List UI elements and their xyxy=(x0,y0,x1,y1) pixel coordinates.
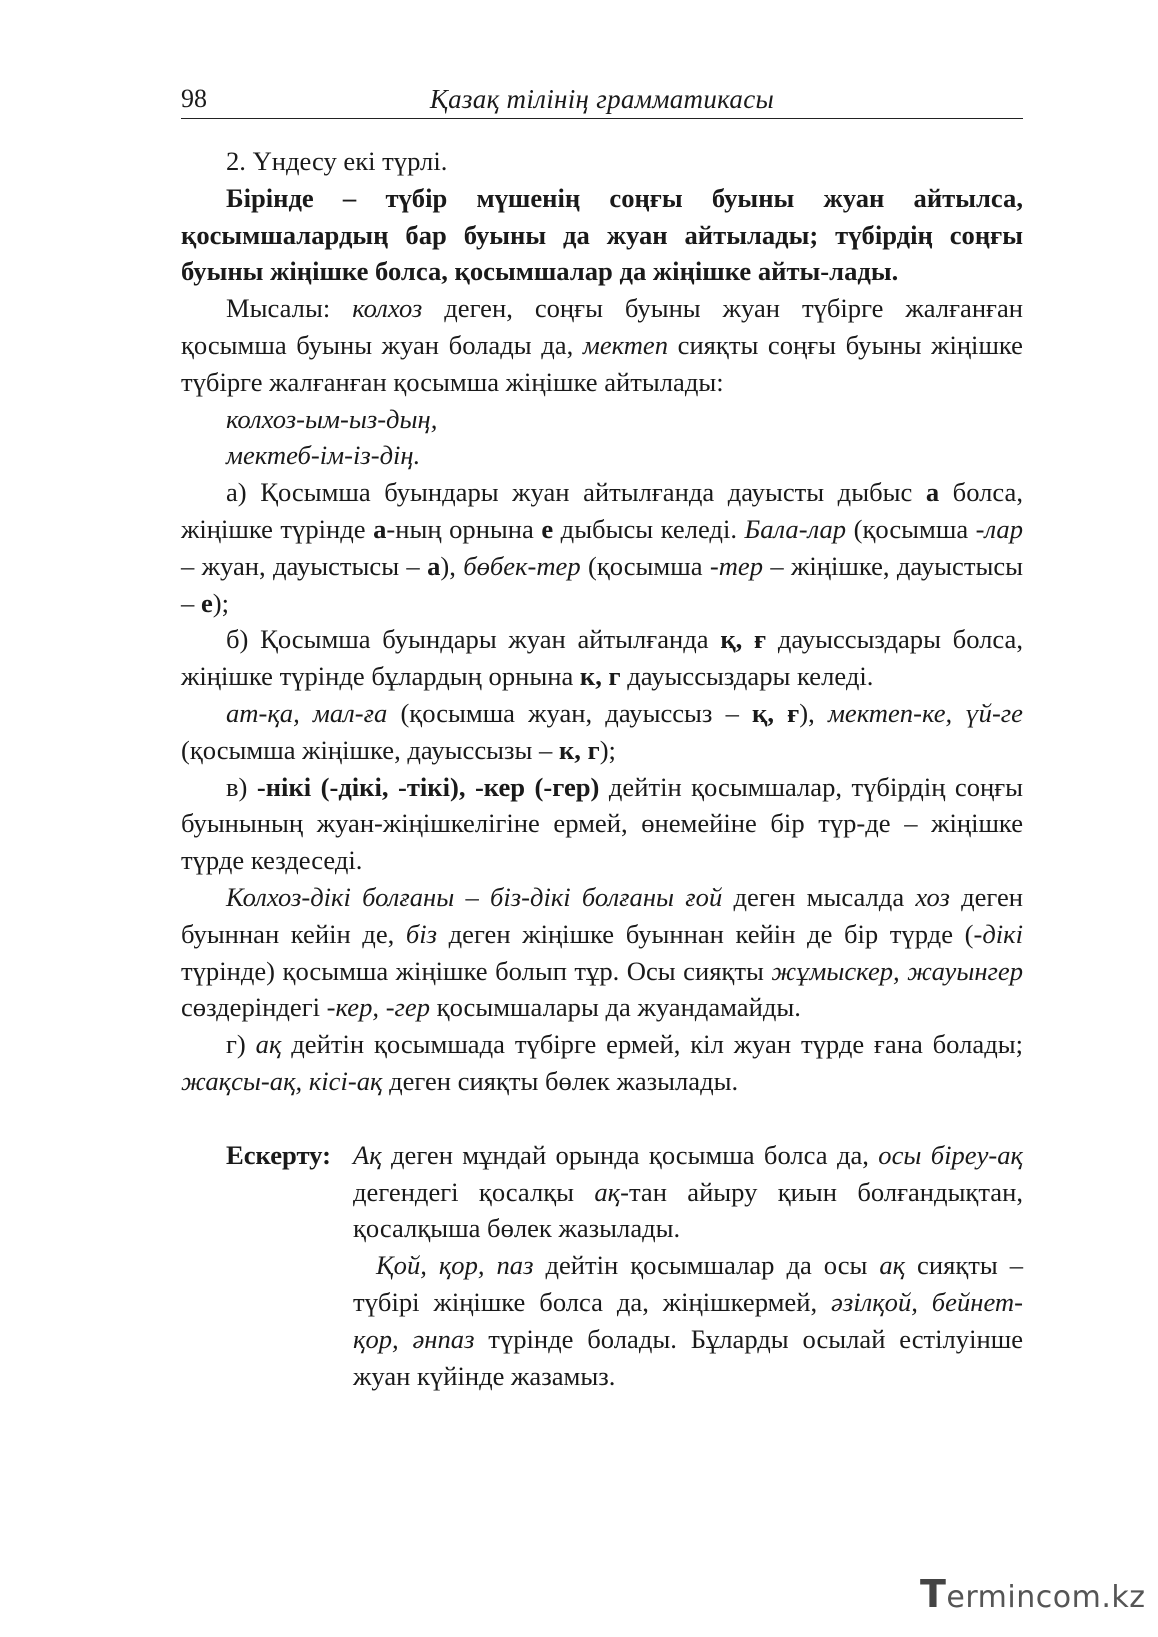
watermark-logo: Termincom.kz xyxy=(920,1572,1146,1616)
page-body xyxy=(181,143,1023,1394)
paragraph-rule: Бірінде – түбір мүшенің соңғы буыны жуан айтылса, қосымшалардың бар буыны да жуан айтылады; түбірдің соңғы буыны жіңішке болса, қосымшалар да жіңішке айты-лады. xyxy=(181,182,1023,287)
paragraph-v-example: Колхоз-дікі болғаны – біз-дікі болғаны ғой деген мысалда хоз деген буыннан кейін де, біз деген жіңішке буыннан кейін де бір түрде (-дікі түрінде) қосымша жіңішке болып тұр. Осы сияқты жұмыскер, жауынгер сөздеріндегі -кер, -гер қосымшалары да жуандамайды. xyxy=(181,881,1023,1023)
example-line-2: мектеб-ім-із-дің. xyxy=(226,440,421,471)
note-body xyxy=(353,1137,1023,1395)
paragraph-1: 2. Үндесу екі түрлі. xyxy=(226,146,448,176)
page-header xyxy=(181,82,1023,119)
paragraph-b: б) Қосымша буындары жуан айтылғанда қ, ғ дауыссыздары болса, жіңішке түрінде бұлардың орнына к, г дауыссыздары келеді. xyxy=(181,624,1024,692)
note-paragraph-2: Қой, қор, паз дейтін қосымшалар да осы ақ сияқты – түбірі жіңішке болса да, жіңішкермей, әзілқой, бейнет-қор, әнпаз түрінде болады. Бұларды осылай естілуінше жуан күйінде жазамыз. xyxy=(353,1250,1023,1391)
paragraph-a: а) Қосымша буындары жуан айтылғанда дауысты дыбыс а болса, жіңішке түрінде а-ның орнына е дыбысы келеді. Бала-лар (қосымша -лар – жуан, дауыстысы – а), бөбек-тер (қосымша -тер – жіңішке, дауыстысы – е); xyxy=(181,477,1023,618)
page-number: 98 xyxy=(181,84,207,113)
note-paragraph-1: Ақ деген мұндай орында қосымша болса да, осы біреу-ақ дегендегі қосалқы ақ-тан айыру қиын болғандықтан, қосалқыша бөлек жазылады. xyxy=(353,1139,1023,1244)
note-label: Ескерту: xyxy=(226,1139,331,1170)
paragraph-b-examples: ат-қа, мал-ға (қосымша жуан, дауыссыз – қ, ғ), мектеп-ке, үй-ге (қосымша жіңішке, дауыссызы – к, г); xyxy=(181,697,1023,765)
paragraph-g: г) ақ дейтін қосымшада түбірге ермей, кіл жуан түрде ғана болады; жақсы-ақ, кісі-ақ деген сияқты бөлек жазылады. xyxy=(181,1029,1023,1096)
example-line-1: колхоз-ым-ыз-дың, xyxy=(226,403,438,434)
running-title: Қазақ тілінің грамматикасы xyxy=(429,84,775,114)
paragraph-v: в) -нікі (-дікі, -тікі), -кер (-гер) дейтін қосымшалар, түбірдің соңғы буынының жуан-жіңішкелігіне ермей, өнемейіне бір түр-де – жіңішке түрде кездеседі. xyxy=(181,771,1024,876)
note-block xyxy=(181,1137,1023,1395)
paragraph-example-intro: Мысалы: колхоз деген, соңғы буыны жуан түбірге жалғанған қосымша буыны жуан болады да, мектеп сияқты соңғы буыны жіңішке түбірге жалғанған қосымша жіңішке айтылады: xyxy=(181,293,1024,397)
